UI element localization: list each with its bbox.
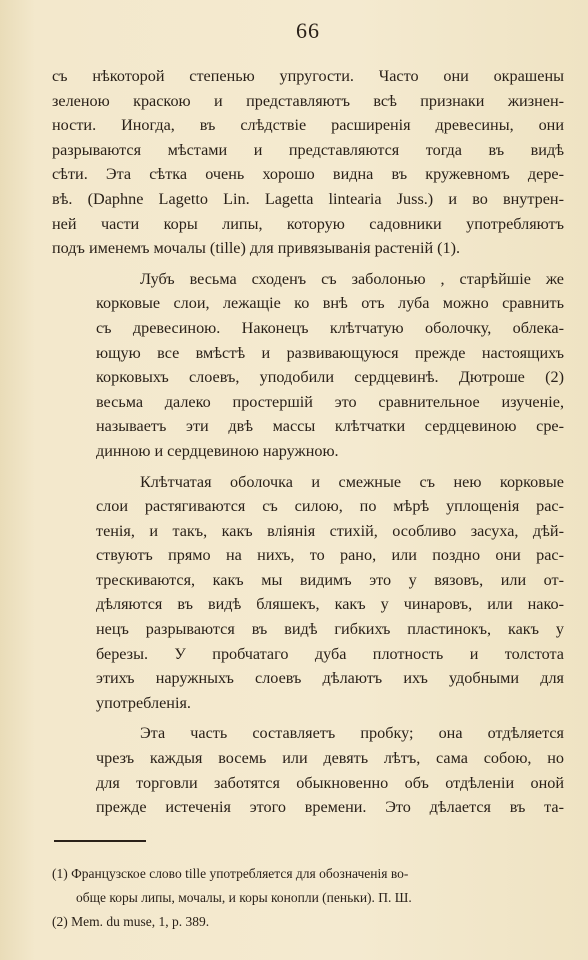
paragraph xyxy=(52,470,564,716)
text-line: употребленія. xyxy=(96,693,191,712)
text-line: Лубъ весьма сходенъ съ заболонью , старѣйшіе же xyxy=(140,269,564,288)
text-line: нецъ разрываются въ видѣ гибкихъ пластинокъ, какъ у xyxy=(96,620,564,639)
text-line: зеленою краскою и представляютъ всѣ признаки жизнен- xyxy=(52,91,564,110)
text-line: подъ именемъ мочалы (tille) для привязыванія растеній (1). xyxy=(52,239,461,258)
text-line: корковыхъ слоевъ, уподобили сердцевинѣ. Дютроше (2) xyxy=(96,368,564,387)
text-line: съ древесиною. Наконецъ клѣтчатую оболочку, облека- xyxy=(96,318,564,337)
footnote-2: (2) Mem. du muse, 1, p. 389. xyxy=(52,913,210,929)
text-line: чрезъ каждыя восемь или девять лѣтъ, сама собою, но xyxy=(96,749,564,768)
text-line: ющую все вмѣстѣ и развивающуюся прежде настоящихъ xyxy=(96,343,564,362)
text-line: весьма далеко простершій это сравнительное изученіе, xyxy=(96,392,564,411)
text-line: съ нѣкоторой степенью упругости. Часто они окрашены xyxy=(52,67,564,85)
text-line: называетъ эти двѣ массы клѣтчатки сердцевиною сре- xyxy=(96,417,564,436)
text-line: березы. У пробчатаго дуба плотность и толстота xyxy=(96,644,564,663)
paragraph xyxy=(52,64,564,261)
footnote-1: (1) Французское слово tille употребляется для обозначенія во- xyxy=(52,865,409,881)
body-text xyxy=(52,64,564,820)
paragraph xyxy=(52,721,564,819)
text-line: трескиваются, какъ мы видимъ это у вязовъ, или от- xyxy=(96,570,564,589)
text-line: тенія, и такъ, какъ вліянія стихій, особливо засуха, дѣй- xyxy=(96,521,564,540)
text-line: Эта часть составляетъ пробку; она отдѣляется xyxy=(140,724,564,743)
footnote-1-continuation: обще коры липы, мочалы, и коры конопли (пеньки). П. Ш. xyxy=(76,889,412,905)
text-line: ней части коры липы, которую садовники употребляютъ xyxy=(52,214,564,233)
text-line: прежде истеченія этого времени. Это дѣлается въ та- xyxy=(96,798,564,817)
text-line: вѣ. (Daphne Lagetto Lin. Lagetta linteаria Juss.) и во внутрен- xyxy=(52,189,564,208)
text-line: для торговли заботятся обыкновенно объ отдѣленіи оной xyxy=(96,773,564,792)
text-line: сѣти. Эта сѣтка очень хорошо видна въ кружевномъ дере- xyxy=(52,165,564,184)
text-line: разрываются мѣстами и представляются тогда въ видѣ xyxy=(52,140,564,159)
text-line: Клѣтчатая оболочка и смежные съ нею корковые xyxy=(140,472,564,491)
text-line: этихъ наружныхъ слоевъ дѣлаютъ ихъ удобными для xyxy=(96,669,564,688)
text-line: слои растягиваются съ силою, по мѣрѣ уплощенія рас- xyxy=(96,497,564,516)
text-line: ствуютъ прямо на нихъ, то рано, или поздно они рас- xyxy=(96,546,564,565)
paragraph xyxy=(52,267,564,464)
footnotes xyxy=(52,862,564,934)
page-number: 66 xyxy=(296,18,320,43)
footnote-divider xyxy=(54,840,146,842)
text-line: динною и сердцевиною наружною. xyxy=(96,441,339,460)
text-line: ности. Иногда, въ слѣдствіе расширенія древесины, они xyxy=(52,116,564,135)
text-line: дѣляются въ видѣ бляшекъ, какъ у чинаровъ, или нако- xyxy=(96,595,564,614)
text-line: корковые слои, лежащіе ко внѣ отъ луба можно сравнить xyxy=(96,294,564,313)
